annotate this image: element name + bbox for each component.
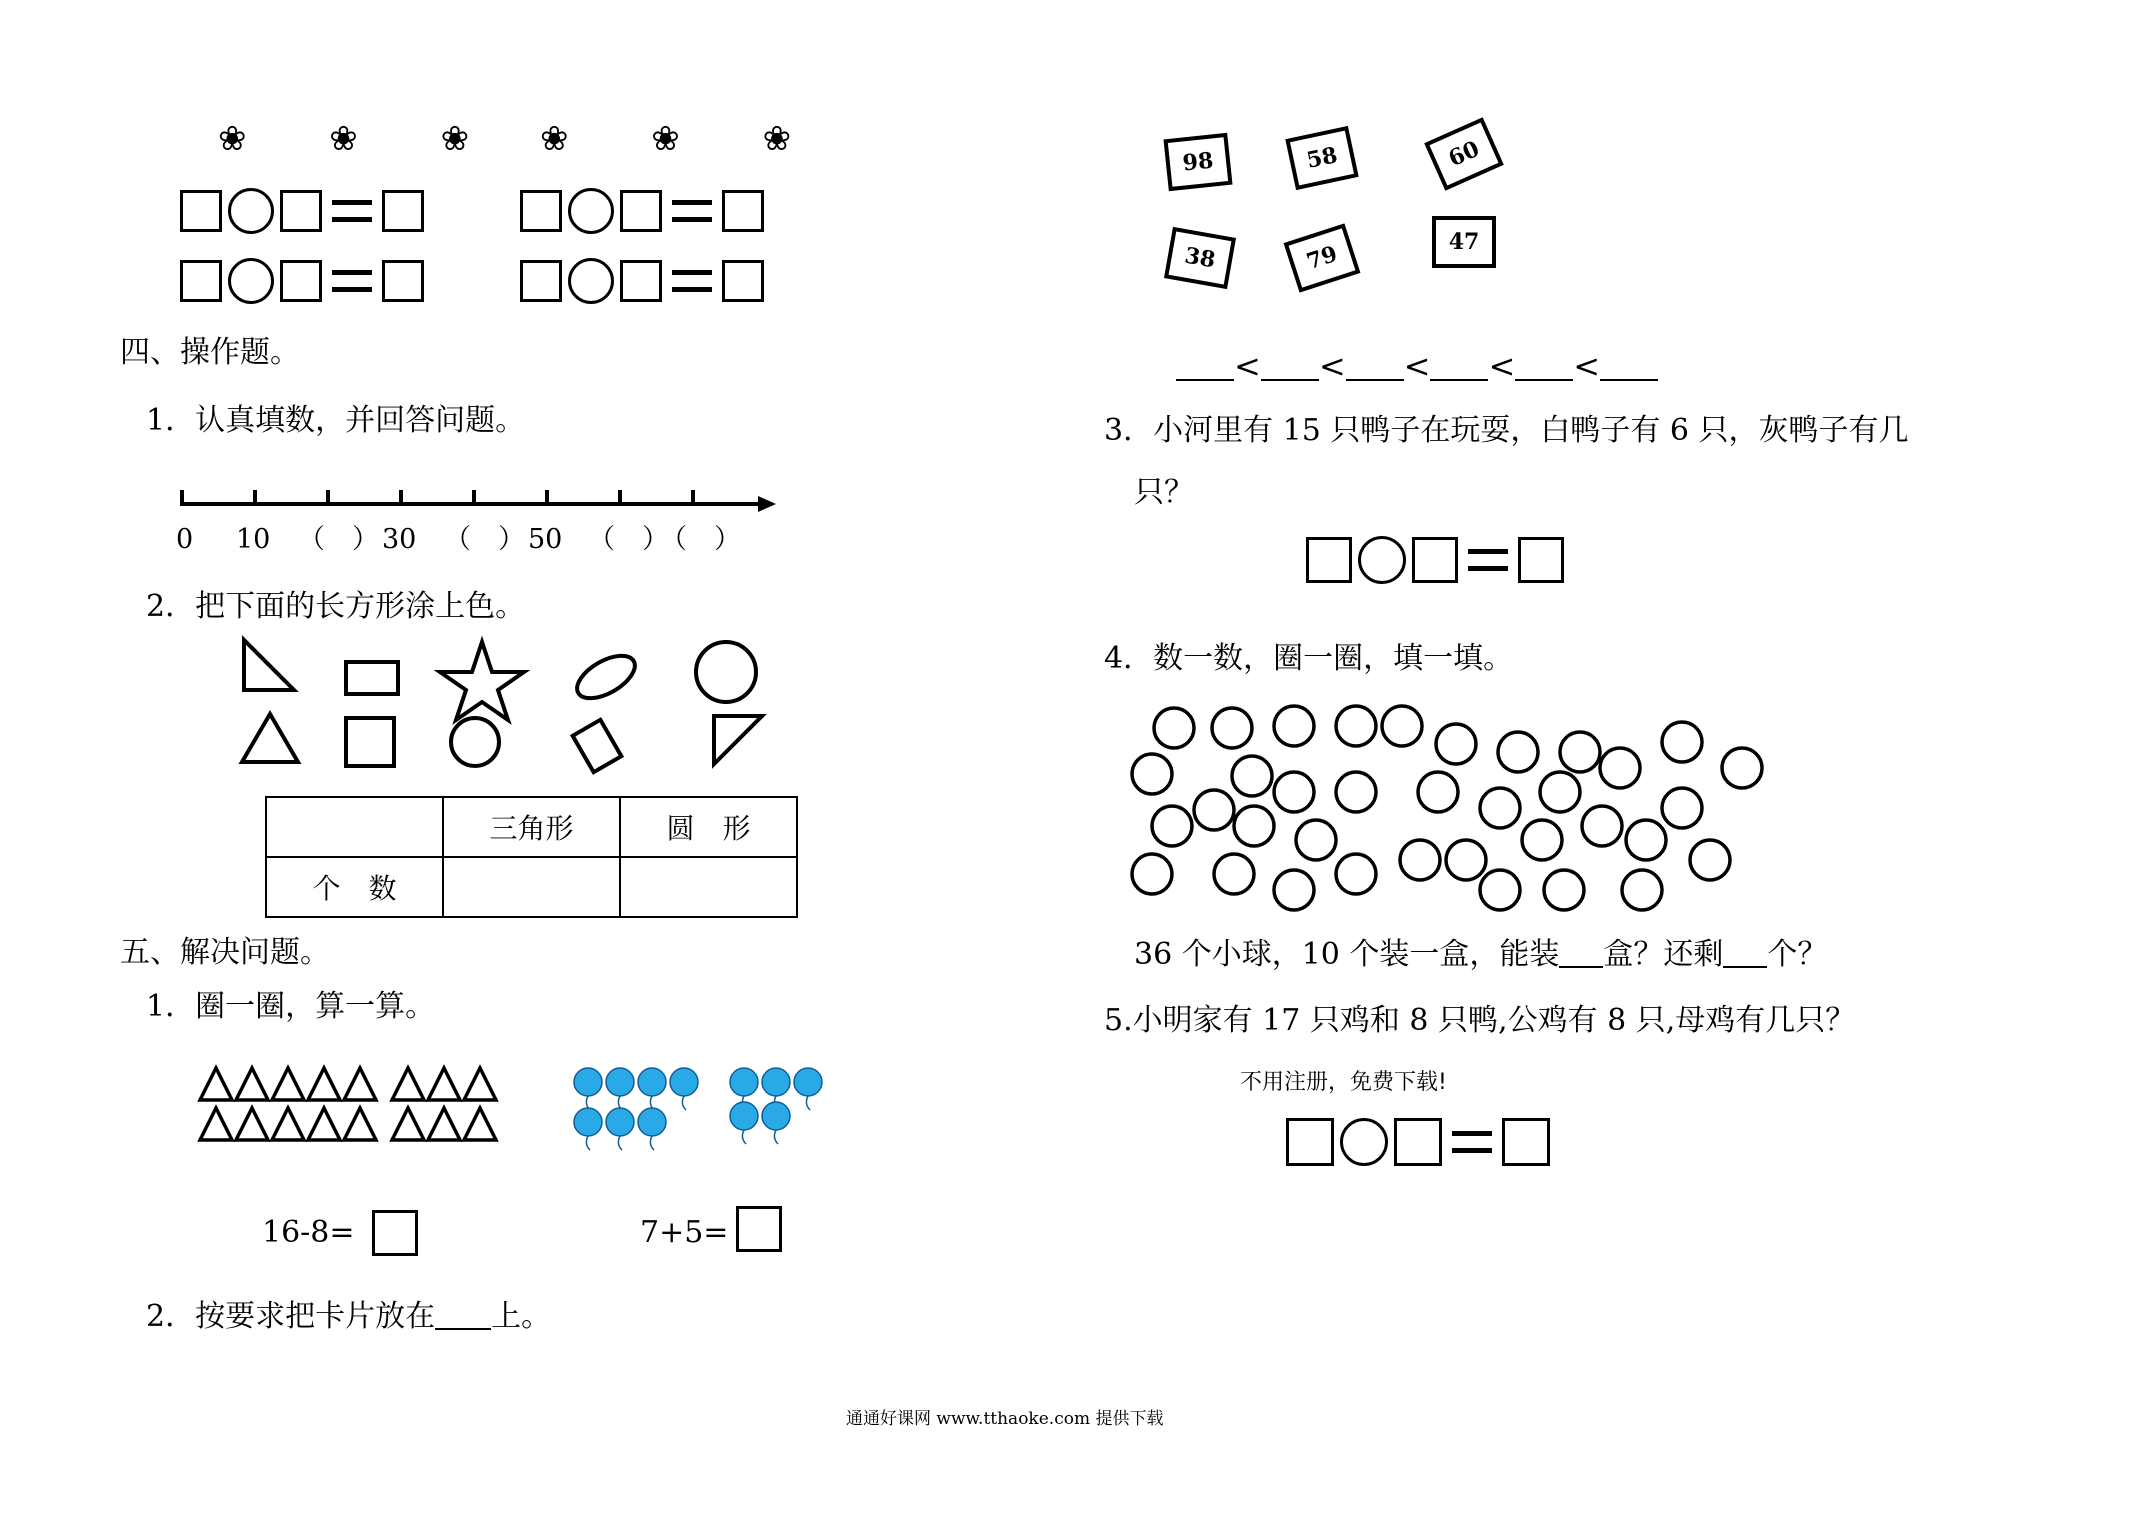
footer-text: 通通好课网 www.tthaoke.com 提供下载	[846, 1409, 1164, 1429]
less-than-sign: <	[1573, 347, 1601, 385]
table-cell-input[interactable]	[620, 857, 797, 917]
number-line-blank[interactable]: （ ）	[444, 524, 525, 555]
balloon-icon	[638, 1068, 666, 1110]
q4-text-2: 盒？还剩	[1603, 937, 1724, 972]
less-than-sign: <	[1234, 347, 1261, 385]
flowers-group-2: ❀ ❀ ❀	[540, 119, 828, 159]
question-4-4: 4．数一数，圈一圈，填一填。	[1104, 641, 1514, 676]
equation-row	[180, 188, 424, 234]
operator-circle[interactable]	[228, 188, 274, 234]
question-3-line-2: 只？	[1134, 475, 1194, 510]
question-5: 5.小明家有 17 只鸡和 8 只鸭,公鸡有 8 只,母鸡有几只？	[1104, 1003, 1856, 1038]
answer-box[interactable]	[1286, 1118, 1334, 1166]
equation-row	[1306, 536, 1564, 584]
square-shape	[346, 718, 394, 766]
shapes-panel	[230, 630, 790, 785]
right-triangle-shape	[244, 640, 294, 690]
blank-line[interactable]	[1723, 966, 1767, 968]
answer-box[interactable]	[520, 260, 562, 302]
balls-group	[1120, 700, 1820, 920]
rectangle-shape	[346, 662, 398, 694]
equals-sign	[332, 200, 372, 222]
promo-text: 不用注册，免费下载!	[1240, 1070, 1447, 1095]
answer-box[interactable]	[1412, 537, 1458, 583]
question-5-2-suffix: 上。	[491, 1299, 552, 1334]
less-than-sign: <	[1488, 347, 1516, 385]
answer-box[interactable]	[180, 260, 222, 302]
triangles-group	[196, 1064, 506, 1146]
number-card[interactable]: 79	[1284, 223, 1361, 292]
equals-sign	[332, 270, 372, 292]
circle-shape	[451, 718, 499, 766]
answer-box[interactable]	[722, 260, 764, 302]
section-5-title: 五、解决问题。	[120, 935, 330, 970]
ellipse-shape	[570, 647, 641, 707]
balloon-icon	[762, 1102, 790, 1144]
question-5-1: 1．圈一圈，算一算。	[146, 989, 436, 1024]
calc-expression-1: 16-8=	[262, 1215, 355, 1250]
answer-box[interactable]	[722, 190, 764, 232]
operator-circle[interactable]	[1358, 536, 1406, 584]
balloon-icon	[670, 1068, 698, 1110]
question-4-4-fill	[1134, 937, 1828, 972]
number-line-blank[interactable]: （ ）	[298, 524, 379, 555]
question-5-2-prefix: 2．按要求把卡片放在	[146, 1299, 436, 1334]
right-triangle-shape	[714, 716, 762, 764]
table-header-triangle: 三角形	[443, 797, 620, 857]
number-line-label: 0	[176, 524, 194, 555]
table-row-label: 个 数	[266, 857, 443, 917]
answer-box[interactable]	[1518, 537, 1564, 583]
answer-box[interactable]	[520, 190, 562, 232]
answer-box[interactable]	[382, 190, 424, 232]
operator-circle[interactable]	[1340, 1118, 1388, 1166]
ordering-row	[1176, 347, 1658, 385]
answer-box[interactable]	[180, 190, 222, 232]
equals-sign	[672, 200, 712, 222]
blank-line[interactable]	[1346, 379, 1404, 381]
balloon-icon	[606, 1108, 634, 1150]
balloon-icon	[794, 1068, 822, 1110]
balloon-icon	[638, 1108, 666, 1150]
number-line-label: 30	[382, 524, 417, 555]
triangle-shape	[242, 714, 298, 762]
calc-expression-2: 7+5=	[640, 1215, 729, 1250]
number-card[interactable]: 38	[1164, 227, 1236, 289]
table-cell-input[interactable]	[443, 857, 620, 917]
blank-line[interactable]	[1600, 379, 1658, 381]
equals-sign	[672, 270, 712, 292]
less-than-sign: <	[1318, 347, 1346, 385]
blank-line[interactable]	[1559, 966, 1603, 968]
q4-text-3: 个？	[1767, 937, 1828, 972]
balloon-icon	[574, 1068, 602, 1110]
question-4-2: 2．把下面的长方形涂上色。	[146, 589, 526, 624]
balloons-group	[568, 1060, 838, 1158]
question-5-2	[146, 1299, 552, 1334]
star-shape	[440, 642, 524, 720]
equals-sign	[1468, 549, 1508, 571]
balloon-icon	[730, 1102, 758, 1144]
number-line-blank[interactable]: （ ）	[588, 524, 669, 555]
circle-shape	[696, 642, 756, 702]
answer-box[interactable]	[1502, 1118, 1550, 1166]
blank-line[interactable]	[1176, 379, 1234, 381]
question-4-1: 1．认真填数，并回答问题。	[146, 403, 526, 438]
answer-box[interactable]	[382, 260, 424, 302]
answer-box[interactable]	[620, 260, 662, 302]
shape-count-table	[265, 796, 798, 918]
equation-row	[520, 258, 764, 304]
answer-box[interactable]	[736, 1206, 782, 1252]
operator-circle[interactable]	[568, 188, 614, 234]
balloon-icon	[574, 1108, 602, 1150]
answer-box[interactable]	[1394, 1118, 1442, 1166]
equation-row	[1286, 1118, 1550, 1166]
equation-row	[180, 258, 424, 304]
answer-box[interactable]	[280, 260, 322, 302]
answer-box[interactable]	[1306, 537, 1352, 583]
answer-box[interactable]	[280, 190, 322, 232]
number-card[interactable]: 98	[1163, 133, 1232, 191]
number-card[interactable]: 60	[1424, 117, 1504, 191]
equals-sign	[1452, 1131, 1492, 1153]
table-header-circle: 圆 形	[620, 797, 797, 857]
number-line-blank[interactable]: （ ）	[660, 524, 741, 555]
operator-circle[interactable]	[228, 258, 274, 304]
table-header-empty	[266, 797, 443, 857]
section-4-title: 四、操作题。	[120, 335, 300, 370]
blank-line[interactable]	[1261, 379, 1319, 381]
number-line-label: 50	[528, 524, 563, 555]
blank-line[interactable]	[435, 1328, 491, 1330]
q4-text-1: 36 个小球，10 个装一盒，能装	[1134, 937, 1560, 972]
number-card[interactable]: 58	[1285, 126, 1358, 190]
question-3-line-1: 3．小河里有 15 只鸭子在玩耍，白鸭子有 6 只，灰鸭子有几	[1104, 413, 1909, 448]
answer-box[interactable]	[372, 1210, 418, 1256]
less-than-sign: <	[1403, 347, 1431, 385]
number-line-label: 10	[236, 524, 271, 555]
number-line	[170, 480, 790, 520]
answer-box[interactable]	[620, 190, 662, 232]
operator-circle[interactable]	[568, 258, 614, 304]
rotated-rectangle-shape	[573, 720, 622, 772]
equation-row	[520, 188, 764, 234]
balloon-icon	[606, 1068, 634, 1110]
flowers-group-1: ❀ ❀ ❀	[218, 119, 506, 159]
blank-line[interactable]	[1430, 379, 1488, 381]
number-card[interactable]: 47	[1432, 216, 1496, 268]
blank-line[interactable]	[1515, 379, 1573, 381]
